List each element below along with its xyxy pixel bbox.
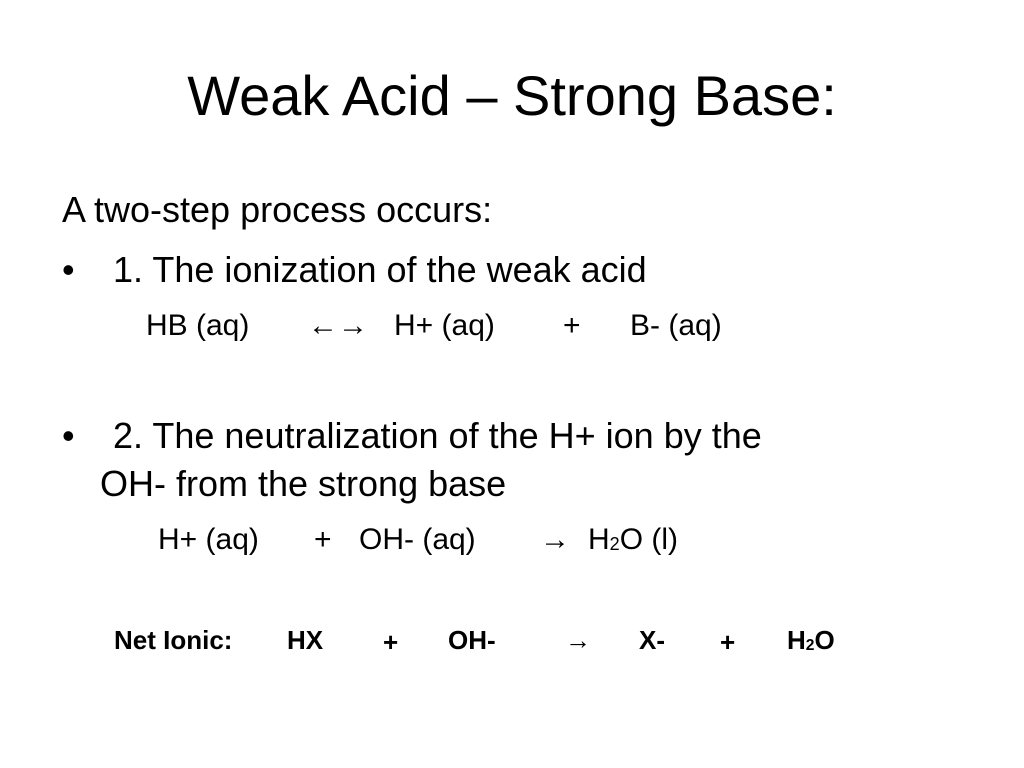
net-ionic-p2 <box>787 623 835 662</box>
net-ionic-arrow: → <box>565 625 591 655</box>
eq2-reactant2: OH- (aq) <box>359 523 476 556</box>
eq2-product-h: H <box>588 523 610 556</box>
net-ionic-p1: X- <box>639 625 665 655</box>
eq1-plus: + <box>563 309 581 342</box>
eq1-reactant: HB (aq) <box>146 309 250 342</box>
intro-text: A two-step process occurs: <box>62 189 493 230</box>
net-ionic-label: Net Ionic: <box>114 625 233 655</box>
eq2-reactant1: H+ (aq) <box>158 523 259 556</box>
bullet2-line1: 2. The neutralization of the H+ ion by the <box>113 415 762 456</box>
eq1-product1: H+ (aq) <box>394 309 495 342</box>
net-ionic-p2-subscript: 2 <box>805 636 815 654</box>
net-ionic-plus2: + <box>720 627 736 657</box>
eq1-product2: B- (aq) <box>630 309 722 342</box>
bullet-marker: • <box>62 249 75 290</box>
slide-title: Weak Acid – Strong Base: <box>187 64 837 127</box>
eq2-plus: + <box>314 523 332 556</box>
eq2-product-subscript: 2 <box>609 533 620 554</box>
eq2-product <box>588 521 678 562</box>
bullet-marker: • <box>62 415 75 456</box>
net-ionic-plus1: + <box>383 627 399 657</box>
net-ionic-p2-rest: O <box>814 625 835 655</box>
bullet2-line2: OH- from the strong base <box>100 463 507 504</box>
bullet1-text: 1. The ionization of the weak acid <box>113 249 647 290</box>
net-ionic-r1: HX <box>287 625 324 655</box>
eq2-arrow: → <box>540 523 570 556</box>
net-ionic-p2-h: H <box>787 625 806 655</box>
eq2-product-rest: O (l) <box>619 523 679 556</box>
eq1-arrow: ←→ <box>308 309 368 342</box>
net-ionic-r2: OH- <box>448 625 496 655</box>
